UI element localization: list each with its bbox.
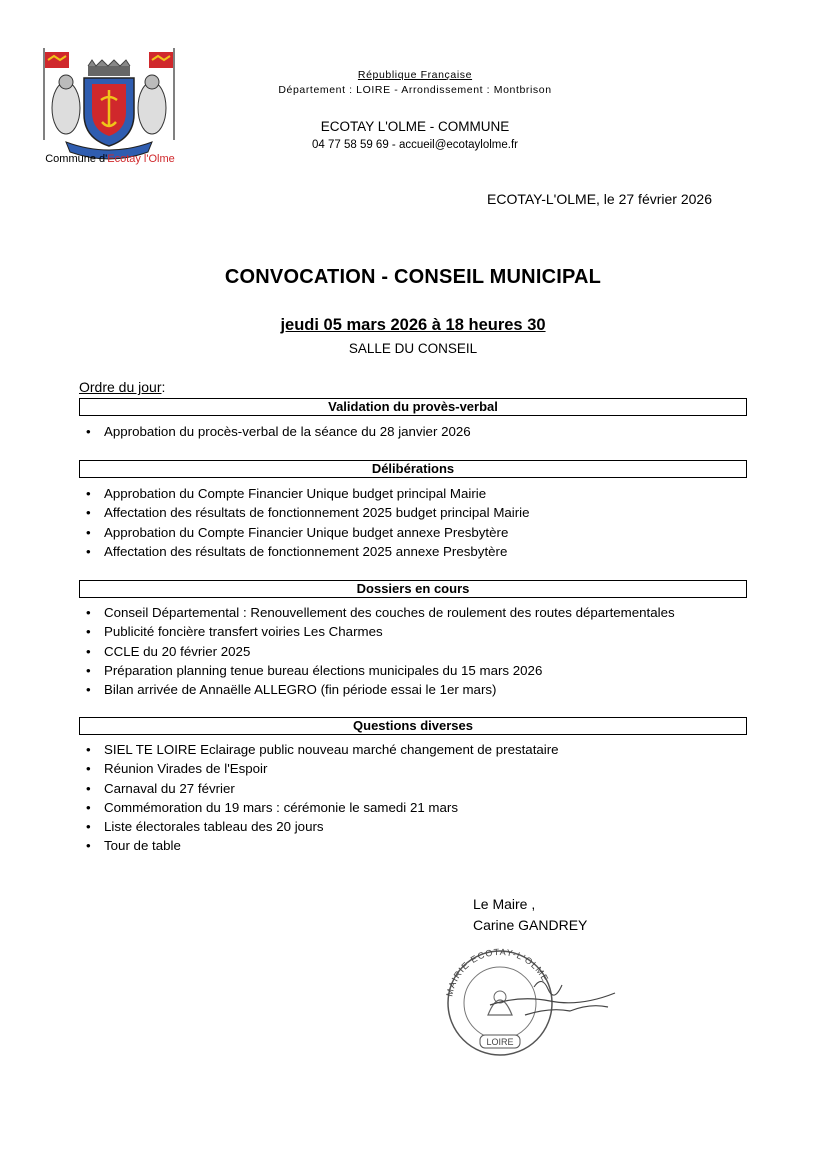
item-text: Carnaval du 27 février <box>104 780 235 796</box>
section-list-pv <box>82 422 471 441</box>
list-item <box>82 680 675 699</box>
republic-label: République Française <box>357 69 473 81</box>
meeting-datetime <box>0 316 826 335</box>
signatory <box>473 894 587 936</box>
item-text: Approbation du Compte Financier Unique budget annexe Presbytère <box>104 524 509 540</box>
item-text: Liste électorales tableau des 20 jours <box>104 819 324 835</box>
commune-name: ECOTAY L'OLME - COMMUNE <box>320 119 510 134</box>
item-text: Publicité foncière transfert voiries Les Charmes <box>104 624 383 640</box>
bullet: • <box>86 605 91 620</box>
bullet: • <box>86 838 91 854</box>
stamp-text-top: MAIRIE ECOTAY-L'OLME <box>444 946 551 998</box>
contact-info: 04 77 58 59 69 - accueil@ecotaylolme.fr <box>311 139 518 151</box>
agenda-heading <box>79 379 165 395</box>
crest-caption <box>30 153 190 165</box>
section-header-questions: Questions diverses <box>79 717 747 735</box>
bullet: • <box>86 780 91 796</box>
bullet: • <box>86 761 91 777</box>
meeting-room: SALLE DU CONSEIL <box>348 341 478 356</box>
list-item <box>82 422 471 441</box>
section-header-pv: Validation du provès-verbal <box>79 398 747 416</box>
list-item <box>82 523 530 542</box>
section-header-deliberations: Délibérations <box>79 460 747 478</box>
item-text: CCLE du 20 février 2025 <box>104 643 251 659</box>
bullet: • <box>86 643 91 659</box>
bullet: • <box>86 682 91 698</box>
section-list-questions <box>82 740 559 856</box>
list-item <box>82 484 530 503</box>
bullet: • <box>86 543 91 559</box>
item-text: Approbation du Compte Financier Unique budget principal Mairie <box>104 486 487 501</box>
list-item <box>82 603 675 622</box>
town-hall-stamp <box>430 945 630 1060</box>
list-item <box>82 779 559 798</box>
item-text: Bilan arrivée de Annaëlle ALLEGRO (fin période essai le 1er mars) <box>104 682 497 698</box>
list-item <box>82 503 530 522</box>
list-item <box>82 542 530 561</box>
item-text: Réunion Virades de l'Espoir <box>104 761 268 777</box>
bullet: • <box>86 524 91 540</box>
section-header-dossiers: Dossiers en cours <box>79 580 747 598</box>
list-item <box>82 661 675 680</box>
section-list-dossiers <box>82 603 675 699</box>
list-item <box>82 759 559 778</box>
stamp-text-bottom: LOIRE <box>486 1037 514 1047</box>
letterhead <box>250 68 580 98</box>
bullet: • <box>86 486 91 501</box>
item-text: Conseil Départemental : Renouvellement des couches de roulement des routes départementales <box>104 605 675 620</box>
item-text: Approbation du procès-verbal de la séance du 28 janvier 2026 <box>104 424 471 439</box>
bullet: • <box>86 819 91 835</box>
crest-caption-prefix: Commune d' <box>45 153 108 165</box>
crest-caption-name: Ecotay l'Olme <box>107 153 175 165</box>
item-text: Préparation planning tenue bureau élections municipales du 15 mars 2026 <box>104 662 543 678</box>
bullet: • <box>86 624 91 640</box>
list-item <box>82 622 675 641</box>
item-text: Affectation des résultats de fonctionnement 2025 budget principal Mairie <box>104 505 530 521</box>
item-text: Commémoration du 19 mars : cérémonie le samedi 21 mars <box>104 799 458 815</box>
bullet: • <box>86 799 91 815</box>
list-item <box>82 817 559 836</box>
item-text: SIEL TE LOIRE Eclairage public nouveau marché changement de prestataire <box>104 742 559 757</box>
list-item <box>82 836 559 855</box>
document-title: CONVOCATION - CONSEIL MUNICIPAL <box>224 266 602 288</box>
bullet: • <box>86 424 91 439</box>
agenda-colon: : <box>161 379 166 395</box>
list-item <box>82 740 559 759</box>
bullet: • <box>86 505 91 521</box>
item-text: Affectation des résultats de fonctionnement 2025 annexe Presbytère <box>104 543 508 559</box>
letter-date: ECOTAY-L'OLME, le 27 février 2026 <box>487 191 712 207</box>
department-label: Département : LOIRE - Arrondissement : Montbrison <box>278 84 552 96</box>
list-item <box>82 798 559 817</box>
agenda-label: Ordre du jour <box>79 379 162 395</box>
section-list-deliberations <box>82 484 530 561</box>
item-text: Tour de table <box>104 838 181 854</box>
bullet: • <box>86 742 91 757</box>
bullet: • <box>86 662 91 678</box>
meeting-datetime-text: jeudi 05 mars 2026 à 18 heures 30 <box>280 316 546 334</box>
list-item <box>82 642 675 661</box>
signatory-role: Le Maire , <box>473 896 536 912</box>
signatory-name: Carine GANDREY <box>473 917 588 933</box>
svg-text:MAIRIE ECOTAY-L'OLME <box>444 947 550 997</box>
